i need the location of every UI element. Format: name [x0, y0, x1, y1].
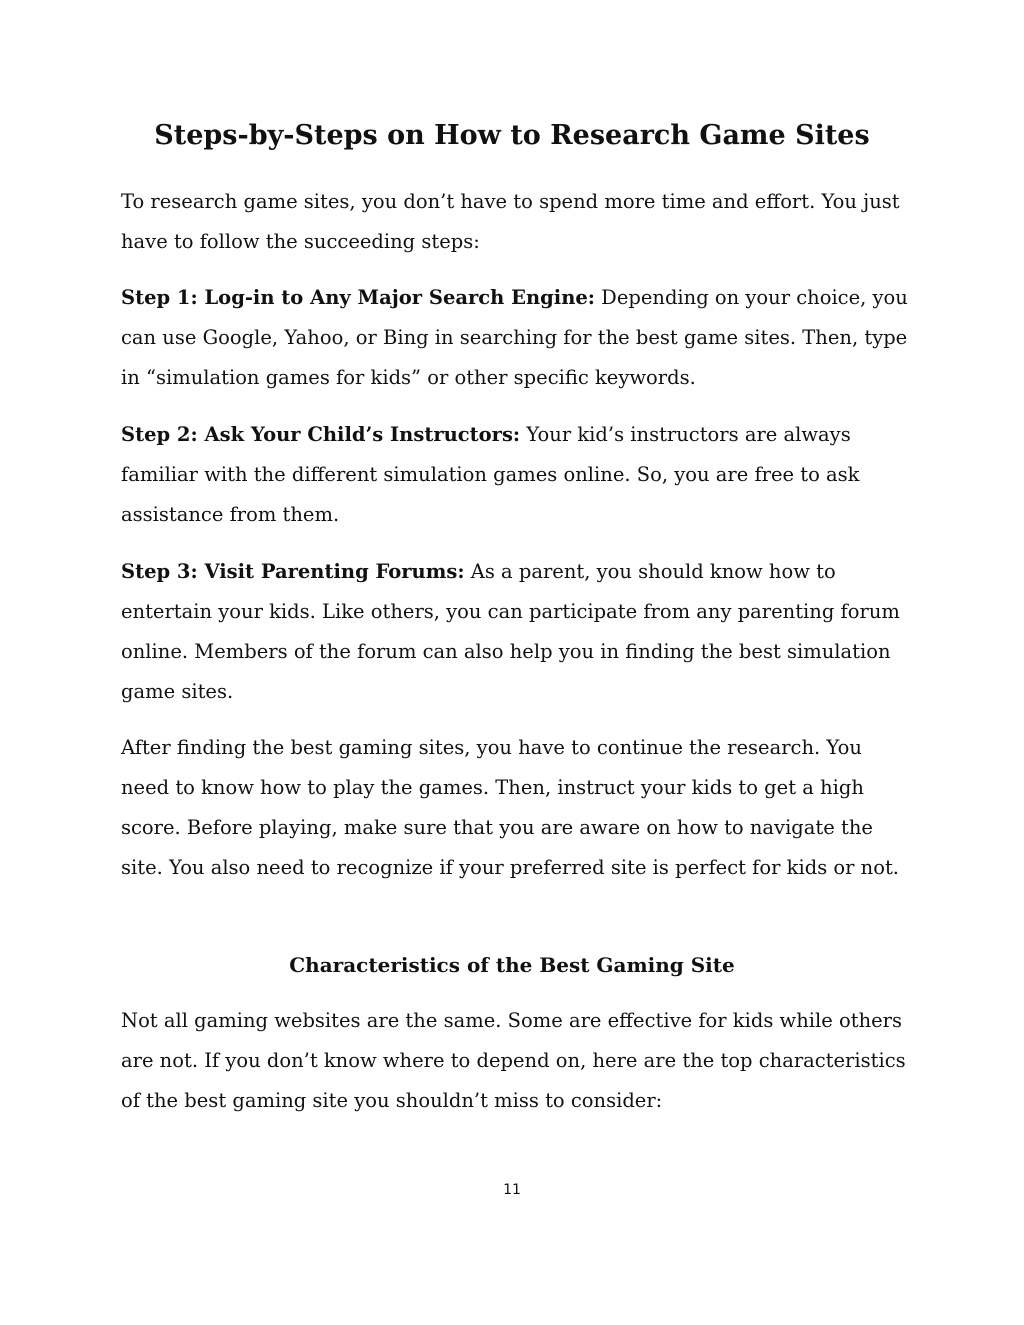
- step-3-label: Step 3: Visit Parenting Forums:: [121, 560, 465, 583]
- step-1-text: Depending on your choice, you can use Google, Yahoo, or Bing in searching for the best game sites. Then, type in “simulation games for kids” or other specific keywords.: [121, 286, 908, 389]
- closing-paragraph: Not all gaming websites are the same. Some are effective for kids while others are not. If you don’t know where to depend on, here are the top characteristics of the best gaming site you shouldn’t miss to consider:: [121, 1009, 906, 1112]
- after-finding-paragraph: After finding the best gaming sites, you have to continue the research. You need to know how to play the games. Then, instruct your kids to get a high score. Before playing, make sure that you are aware on how to navigate the site. You also need to recognize if your preferred site is perfect for kids or not.: [121, 736, 899, 879]
- step-3-text: As a parent, you should know how to entertain your kids. Like others, you can participate from any parenting forum online. Members of the forum can also help you in finding the best simulation game sites.: [121, 560, 900, 703]
- step-3-paragraph: [121, 552, 911, 712]
- step-2-label: Step 2: Ask Your Child’s Instructors:: [121, 423, 521, 446]
- intro-paragraph: To research game sites, you don’t have to spend more time and effort. You just have to follow the succeeding steps:: [121, 190, 900, 253]
- step-2-text: Your kid’s instructors are always familiar with the different simulation games online. So, you are free to ask assistance from them.: [121, 423, 860, 526]
- section-subheading: Characteristics of the Best Gaming Site: [289, 953, 735, 977]
- step-2-paragraph: [121, 415, 911, 535]
- page-title: Steps-by-Steps on How to Research Game Sites: [154, 120, 870, 151]
- step-1-label: Step 1: Log-in to Any Major Search Engine:: [121, 286, 595, 309]
- step-1-paragraph: [121, 278, 911, 398]
- page-number: 11: [503, 1182, 521, 1198]
